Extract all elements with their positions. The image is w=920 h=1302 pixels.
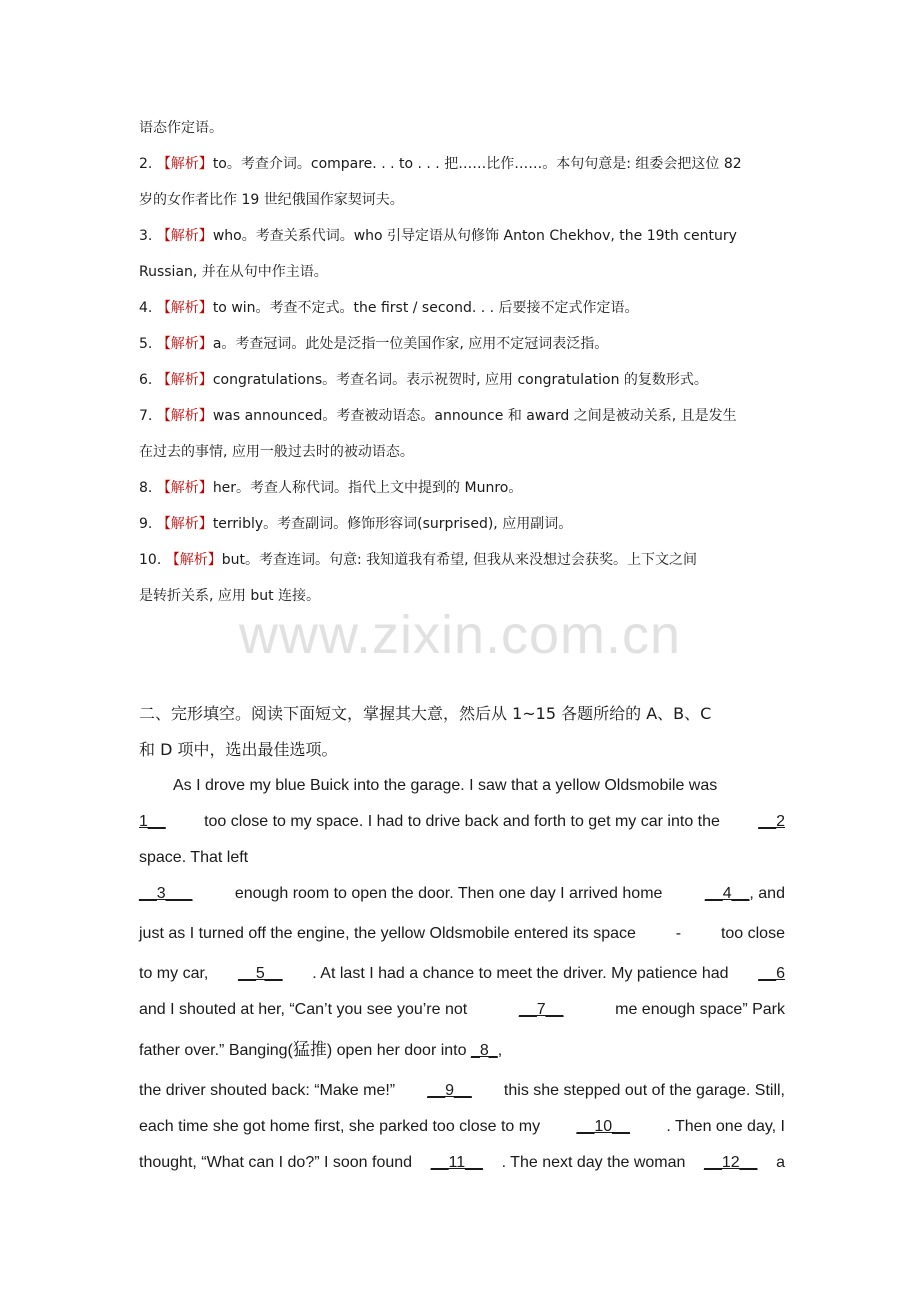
analysis-tag: 【解析】	[156, 156, 213, 172]
answer-number: 2.	[139, 156, 153, 172]
passage-text: and I shouted at her, “Can’t you see you’re not	[139, 1001, 468, 1018]
passage-text: . The next day the woman	[501, 1154, 686, 1171]
passage-text: ) open her door into	[326, 1042, 467, 1059]
answer-number: 9.	[139, 516, 153, 532]
passage-text: me enough space” Park	[615, 1001, 785, 1018]
analysis-tag: 【解析】	[156, 228, 213, 244]
section-title	[139, 696, 785, 768]
section-title-line-2: 和 D 项中，选出最佳选项。	[139, 740, 338, 759]
answer-number: 5.	[139, 336, 153, 352]
answer-text: a。考查冠词。此处是泛指一位美国作家, 应用不定冠词表泛指。	[212, 336, 609, 352]
answer-line	[139, 254, 785, 290]
passage-line-5	[139, 912, 785, 956]
answer-number: 4.	[139, 300, 153, 316]
answer-text: 是转折关系, 应用 but 连接。	[139, 588, 321, 604]
blank-1: 1__	[139, 813, 166, 830]
blank-9: __9__	[427, 1082, 472, 1099]
passage-text: just as I turned off the engine, the yellow Oldsmobile entered its space	[139, 925, 636, 942]
passage-text: ,	[497, 1042, 503, 1059]
analysis-tag: 【解析】	[156, 480, 213, 496]
passage-text: thought, “What can I do?” I soon found	[139, 1154, 413, 1171]
answer-text: to win。考查不定式。the first / second. . . 后要接不定式作定语。	[212, 300, 639, 316]
passage-line-9	[139, 1073, 785, 1109]
answer-list	[139, 110, 785, 614]
answer-text: her。考查人称代词。指代上文中提到的 Munro。	[212, 480, 523, 496]
answer-line	[139, 110, 785, 146]
answer-line	[139, 362, 785, 398]
blank-10: __10__	[576, 1118, 630, 1135]
passage-line-7	[139, 992, 785, 1028]
blank-2: __2	[758, 813, 785, 830]
blank-11: __11__	[430, 1154, 483, 1171]
answer-line	[139, 506, 785, 542]
blank-7: __7__	[518, 1001, 564, 1018]
answer-text: was announced。考查被动语态。announce 和 award 之间是被动关系, 且是发生	[212, 408, 737, 424]
passage-text: enough room to open the door. Then one day I arrived home	[234, 885, 663, 902]
section-title-line-1: 二、完形填空。阅读下面短文，掌握其大意，然后从 1~15 各题所给的 A、B、C	[139, 704, 712, 723]
answer-number: 10.	[139, 552, 162, 568]
passage-text: each time she got home first, she parked too close to my	[139, 1118, 541, 1135]
analysis-tag: 【解析】	[156, 408, 213, 424]
blank-8: _8_	[470, 1042, 498, 1059]
blank-6: __6	[758, 965, 785, 982]
answer-line	[139, 182, 785, 218]
answer-text: congratulations。考查名词。表示祝贺时, 应用 congratulation 的复数形式。	[212, 372, 708, 388]
passage-line-11	[139, 1145, 785, 1181]
answer-line	[139, 470, 785, 506]
chinese-gloss: 猛推	[292, 1040, 327, 1059]
passage-text: . Then one day, I	[666, 1118, 785, 1135]
passage-line-6	[139, 956, 785, 992]
passage-line-1: As I drove my blue Buick into the garage. I saw that a yellow Oldsmobile was	[173, 777, 718, 794]
passage-text: this she stepped out of the garage. Still,	[503, 1082, 785, 1099]
answer-line	[139, 434, 785, 470]
passage-line-3: space. That left	[139, 849, 249, 866]
passage-line-4	[139, 876, 785, 912]
answer-text: who。考查关系代词。who 引导定语从句修饰 Anton Chekhov, the 19th century	[212, 228, 737, 244]
passage-text: a	[776, 1154, 785, 1171]
answer-number: 3.	[139, 228, 153, 244]
answer-line	[139, 398, 785, 434]
answer-number: 8.	[139, 480, 153, 496]
passage-line-10	[139, 1109, 785, 1145]
answer-line	[139, 218, 785, 254]
passage-text: father over.” Banging(	[139, 1042, 293, 1059]
passage-line-8	[139, 1028, 785, 1073]
answer-number: 6.	[139, 372, 153, 388]
dash: -	[675, 925, 682, 942]
passage-line-2	[139, 804, 785, 840]
answer-text: 语态作定语。	[139, 120, 223, 136]
passage-text: , and	[749, 885, 785, 902]
answer-text: but。考查连词。句意: 我知道我有希望, 但我从来没想过会获奖。上下文之间	[221, 552, 698, 568]
analysis-tag: 【解析】	[156, 300, 213, 316]
passage-text: to my car,	[139, 965, 209, 982]
passage-text: the driver shouted back: “Make me!”	[139, 1082, 396, 1099]
blank-3: __3___	[139, 885, 193, 902]
watermark: www.zixin.com.cn	[238, 605, 682, 665]
analysis-tag: 【解析】	[165, 552, 222, 568]
answer-number: 7.	[139, 408, 153, 424]
blank-4: __4__	[704, 885, 750, 902]
analysis-tag: 【解析】	[156, 516, 213, 532]
answer-line	[139, 146, 785, 182]
answer-text: Russian, 并在从句中作主语。	[139, 264, 328, 280]
passage-text: too close	[720, 925, 785, 942]
analysis-tag: 【解析】	[156, 336, 213, 352]
passage-text: too close to my space. I had to drive back and forth to get my car into the	[204, 813, 720, 830]
answer-line	[139, 290, 785, 326]
answer-text: 岁的女作者比作 19 世纪俄国作家契诃夫。	[139, 192, 404, 208]
answer-line	[139, 326, 785, 362]
answer-line	[139, 542, 785, 578]
blank-12: __12__	[704, 1154, 758, 1171]
passage-text: . At last I had a chance to meet the driver. My patience had	[312, 965, 729, 982]
answer-text: terribly。考查副词。修饰形容词(surprised), 应用副词。	[212, 516, 573, 532]
answer-text: to。考查介词。compare. . . to . . . 把……比作……。本句句意是: 组委会把这位 82	[212, 156, 742, 172]
answer-text: 在过去的事情, 应用一般过去时的被动语态。	[139, 444, 414, 460]
cloze-passage	[139, 768, 785, 1181]
analysis-tag: 【解析】	[156, 372, 213, 388]
blank-5: __5__	[238, 965, 283, 982]
